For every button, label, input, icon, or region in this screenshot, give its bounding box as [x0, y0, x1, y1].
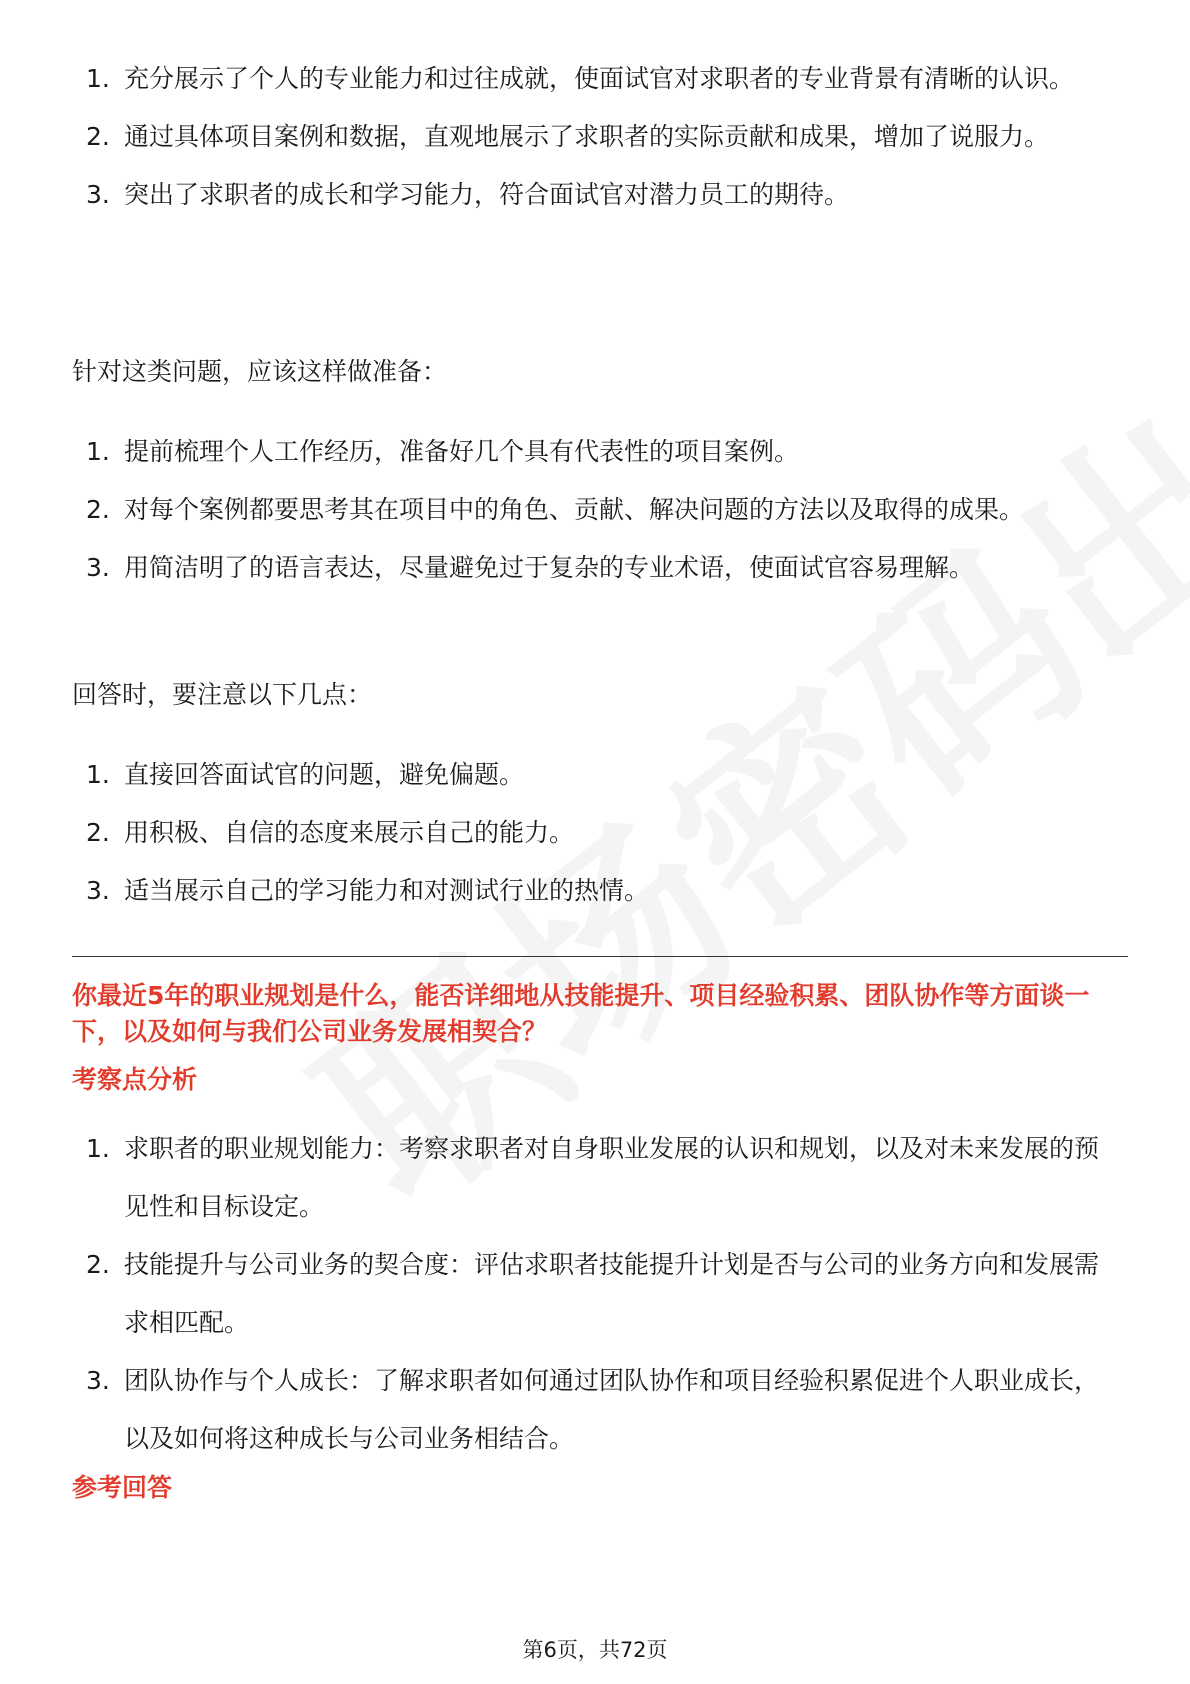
list-number: 1. — [86, 1134, 110, 1163]
list-number: 1. — [86, 437, 110, 466]
answer-tips-list — [72, 746, 1122, 920]
list-item-text: 突出了求职者的成长和学习能力，符合面试官对潜力员工的期待。 — [124, 180, 850, 209]
list-item-text: 提前梳理个人工作经历，准备好几个具有代表性的项目案例。 — [124, 437, 800, 466]
list-item — [72, 481, 1122, 539]
list-item-text: 直接回答面试官的问题，避免偏题。 — [124, 760, 525, 789]
list-item — [72, 1352, 1122, 1468]
list-item-text: 技能提升与公司业务的契合度：评估求职者技能提升计划是否与公司的业务方向和发展需求相匹配。 — [124, 1250, 1100, 1337]
list-item — [72, 862, 1122, 920]
answer-intro: 回答时，要注意以下几点： — [72, 680, 373, 709]
list-item-text: 充分展示了个人的专业能力和过往成就，使面试官对求职者的专业背景有清晰的认识。 — [124, 64, 1075, 93]
question-title: 你最近5年的职业规划是什么，能否详细地从技能提升、项目经验积累、团队协作等方面谈一下，以及如何与我们公司业务发展相契合？ — [72, 981, 1090, 1046]
list-number: 2. — [86, 122, 110, 151]
list-number: 1. — [86, 64, 110, 93]
list-number: 3. — [86, 553, 110, 582]
list-item — [72, 50, 1122, 108]
list-item — [72, 166, 1122, 224]
analysis-heading: 考察点分析 — [72, 1065, 198, 1094]
reference-heading: 参考回答 — [72, 1473, 173, 1502]
list-item — [72, 539, 1122, 597]
prepare-list — [72, 423, 1122, 597]
list-item-text: 对每个案例都要思考其在项目中的角色、贡献、解决问题的方法以及取得的成果。 — [124, 495, 1025, 524]
page-footer: 第6页，共72页 — [522, 1638, 668, 1662]
list-item — [72, 804, 1122, 862]
list-item-text: 用积极、自信的态度来展示自己的能力。 — [124, 818, 575, 847]
list-item-text: 求职者的职业规划能力：考察求职者对自身职业发展的认识和规划，以及对未来发展的预见性和目标设定。 — [124, 1134, 1100, 1221]
list-item — [72, 1120, 1122, 1236]
list-number: 3. — [86, 180, 110, 209]
benefits-list — [72, 50, 1122, 224]
list-number: 3. — [86, 876, 110, 905]
list-item-text: 通过具体项目案例和数据，直观地展示了求职者的实际贡献和成果，增加了说服力。 — [124, 122, 1050, 151]
list-number: 3. — [86, 1366, 110, 1395]
list-item — [72, 423, 1122, 481]
list-number: 1. — [86, 760, 110, 789]
list-item-text: 适当展示自己的学习能力和对测试行业的热情。 — [124, 876, 650, 905]
prepare-intro: 针对这类问题，应该这样做准备： — [72, 357, 448, 386]
list-number: 2. — [86, 818, 110, 847]
list-item-text: 团队协作与个人成长：了解求职者如何通过团队协作和项目经验积累促进个人职业成长，以及如何将这种成长与公司业务相结合。 — [124, 1366, 1100, 1453]
list-item — [72, 746, 1122, 804]
list-item — [72, 108, 1122, 166]
analysis-list — [72, 1120, 1122, 1468]
list-item-text: 用简洁明了的语言表达，尽量避免过于复杂的专业术语，使面试官容易理解。 — [124, 553, 975, 582]
list-item — [72, 1236, 1122, 1352]
list-number: 2. — [86, 495, 110, 524]
section-divider — [72, 956, 1128, 957]
list-number: 2. — [86, 1250, 110, 1279]
